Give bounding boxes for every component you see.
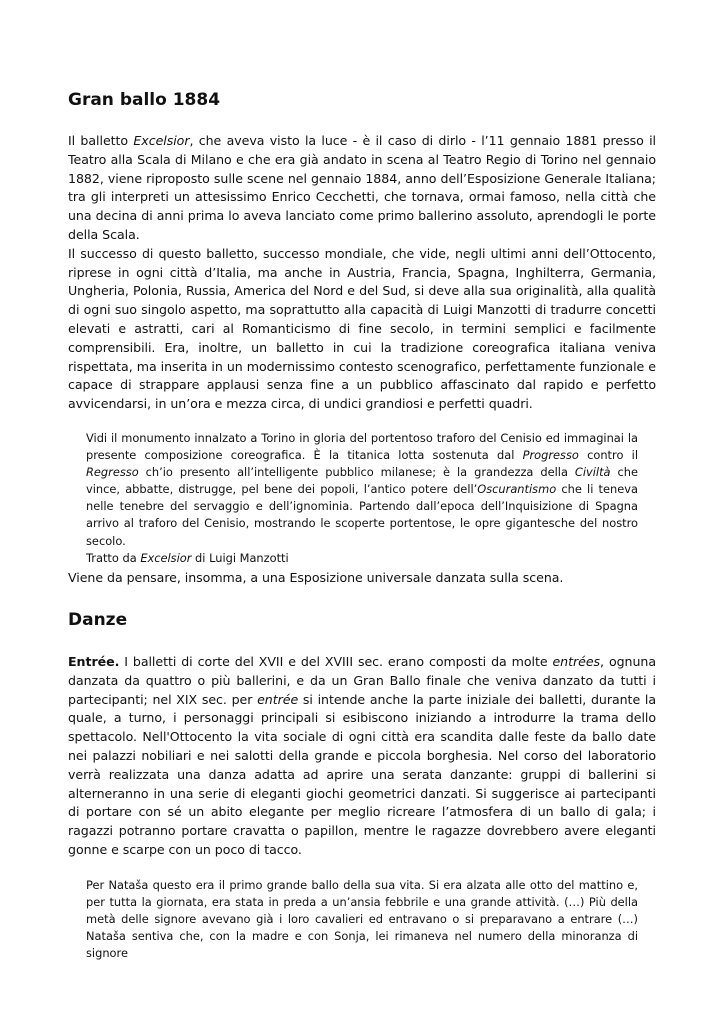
text-run: Il balletto [68,133,134,148]
bold-term-entree: Entrée. [68,654,120,669]
section-1-body [68,132,656,414]
section-2-body [68,653,656,860]
italic-word: entrées [552,654,601,669]
text-run: ch’io presento all’intelligente pubblico milanese; è la grandezza della [138,465,575,480]
italic-word: Oscurantismo [477,482,557,497]
text-run: si intende anche la parte iniziale dei balletti, durante la quale, a turno, i personaggi principali si esibiscono iniziando a introdurre la trama dello spettacolo. Nell'Ottocento la vita sociale di ogni città era scandita dalle feste da ballo date nei palazzi nobiliari e nei salotti della grande e piccola borghesia. Nel corso del laboratorio verrà realizzata una danza adatta ad aprire una serata danzante: gruppi di ballerini si alterneranno in una serie di eleganti giochi geometrici danzati. Si suggerisce ai partecipanti di portare con sé un abito elegante per meglio ricreare l’atmosfera di un ballo di gala; i ragazzi potranno portare cravatta o papillon, mentre le ragazze dovrebbero avere eleganti gonne e scarpe con un poco di tacco. [68,691,656,857]
quote-manzotti [86,430,638,567]
section-1-closing [68,569,656,588]
italic-word: Civiltà [574,465,611,480]
text-run: di Luigi Manzotti [191,550,289,565]
italic-word: entrée [257,691,299,707]
paragraph-excelsior-intro [68,132,656,245]
italic-title-excelsior: Excelsior [140,550,192,565]
text-run: che li teneva nelle tenebre del servaggio e dell’ignominia. Partendo dall’epoca dell’Inquisizione di Spagna arrivo al traforo del Cenisio, mostrando le scoperte portentose, le opre gigantesche del nostro secolo. [86,482,638,548]
quote-text [86,430,638,550]
paragraph-entree [68,653,656,860]
paragraph-excelsior-success: Il successo di questo balletto, successo mondiale, che vide, negli ultimi anni dell’Ottocento, riprese in ogni città d’Italia, ma anche in Austria, Francia, Spagna, Inghilterra, Germania, Ungheria, Polonia, Russia, America del Nord e del Sud, si deve alla sua originalità, alla qualità di ogni suo singolo aspetto, ma soprattutto alla capacità di Luigi Manzotti di tradurre concetti elevati e astratti, cari al Romanticismo di fine secolo, in termini semplici e facilmente comprensibili. Era, inoltre, un balletto in cui la tradizione coreografica italiana veniva rispettata, ma inserita in un modernissimo contesto scenografico, perfettamente funzionale e capace di strappare applausi senza fine a un pubblico affascinato dal rapido e perfetto avvicendarsi, in un’ora e mezza circa, di undici grandiosi e perfetti quadri. [68,245,656,412]
text-run: Tratto da [86,550,141,565]
paragraph-esposizione: Viene da pensare, insomma, a una Esposizione universale danzata sulla scena. [68,570,564,585]
text-run: I balletti di corte del XVII e del XVIII sec. erano composti da molte [119,654,553,669]
text-run: , ognuna danzata da quattro o più ballerini, e da un Gran Ballo finale che veniva danzato da tutti i partecipanti; nel XIX sec. per [68,654,657,707]
quote-source [86,550,638,567]
text-run: , che aveva visto la luce - è il caso di dirlo - l’11 gennaio 1881 presso il Teatro alla Scala di Milano e che era già andato in scena al Teatro Regio di Torino nel gennaio 1882, viene riproposto sulle scene nel gennaio 1884, anno dell’Esposizione Generale Italiana; tra gli interpreti un attesissimo Enrico Cecchetti, che tornava, ormai famoso, nella città che una decina di anni prima lo aveva lanciato come primo ballerino assoluto, aprendogli le porte della Scala. [68,133,656,242]
italic-title-excelsior: Excelsior [133,133,190,148]
italic-word: Regresso [86,465,139,480]
quote-text: Per Nataša questo era il primo grande ballo della sua vita. Si era alzata alle otto del mattino e, per tutta la giornata, era stata in preda a un’ansia febbrile e una grande attività. (…) Più della metà delle signore avevano già i loro cavalieri ed entravano o si preparavano a entrare (…) Nataša sentiva che, con la madre e con Sonja, lei rimaneva nel numero della minoranza di signore [86,878,638,961]
section-title-danze: Danze [68,610,128,630]
text-run: Vidi il monumento innalzato a Torino in gloria del portentoso traforo del Cenisio ed immaginai la presente composizione coreografica. È la titanica lotta sostenuta dal [86,431,638,463]
italic-word: Progresso [522,448,579,463]
section-title-gran-ballo: Gran ballo 1884 [68,90,221,110]
text-run: che vince, abbatte, distrugge, pel bene dei popoli, l’antico potere dell’ [86,465,638,497]
text-run: contro il [578,448,638,463]
quote-natasa [86,877,638,962]
